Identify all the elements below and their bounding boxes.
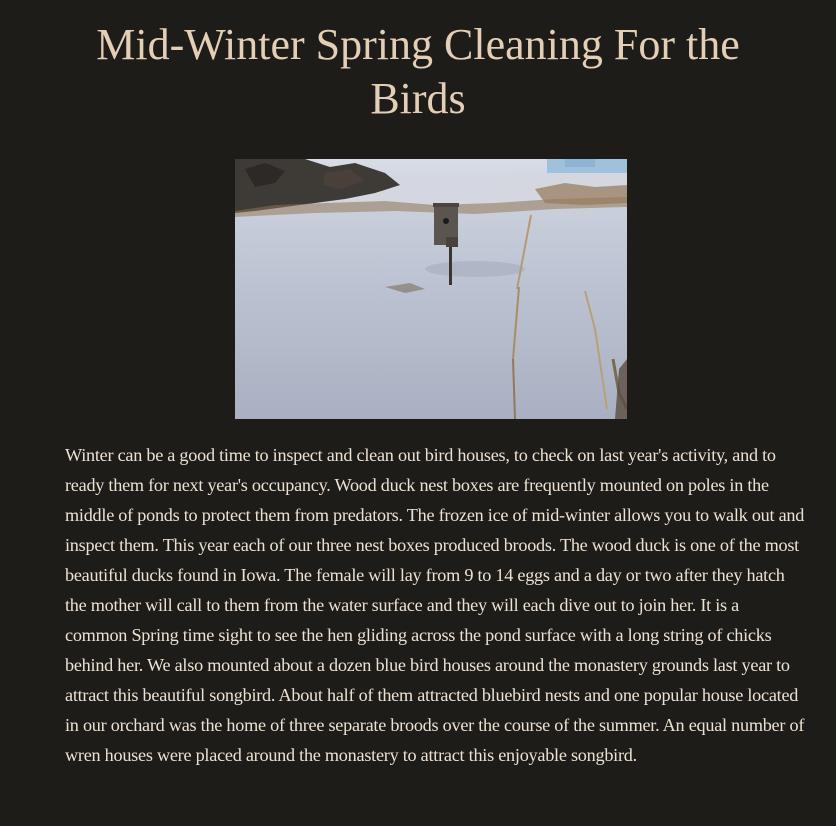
post-title: Mid-Winter Spring Cleaning For the Birds (96, 20, 740, 123)
post-body: Winter can be a good time to inspect and clean out bird houses, to check on last year's activity, and to ready them for next year's occupancy. Wood duck nest boxes are frequently mounted on poles in the middle of ponds to protect them from predators. The frozen ice of mid-winter allows you to walk out and inspect them. This year each of our three nest boxes produced broods. The wood duck is one of the most beautiful ducks found in Iowa. The female will lay from 9 to 14 eggs and a day or two after they hatch the mother will call to them from the water surface and they will each dive out to join her. It is a common Spring time sight to see the hen gliding across the pond surface with a long string of chicks behind her. We also mounted about a dozen blue bird houses around the monastery grounds last year to attract this beautiful songbird. About half of them attracted bluebird nests and one popular house located in our orchard was the home of three separate broods over the course of the summer. An equal number of wren houses were placed around the monastery to attract this enjoyable songbird. (65, 445, 805, 765)
post-photo-nest-box-on-frozen-pond (235, 159, 627, 419)
